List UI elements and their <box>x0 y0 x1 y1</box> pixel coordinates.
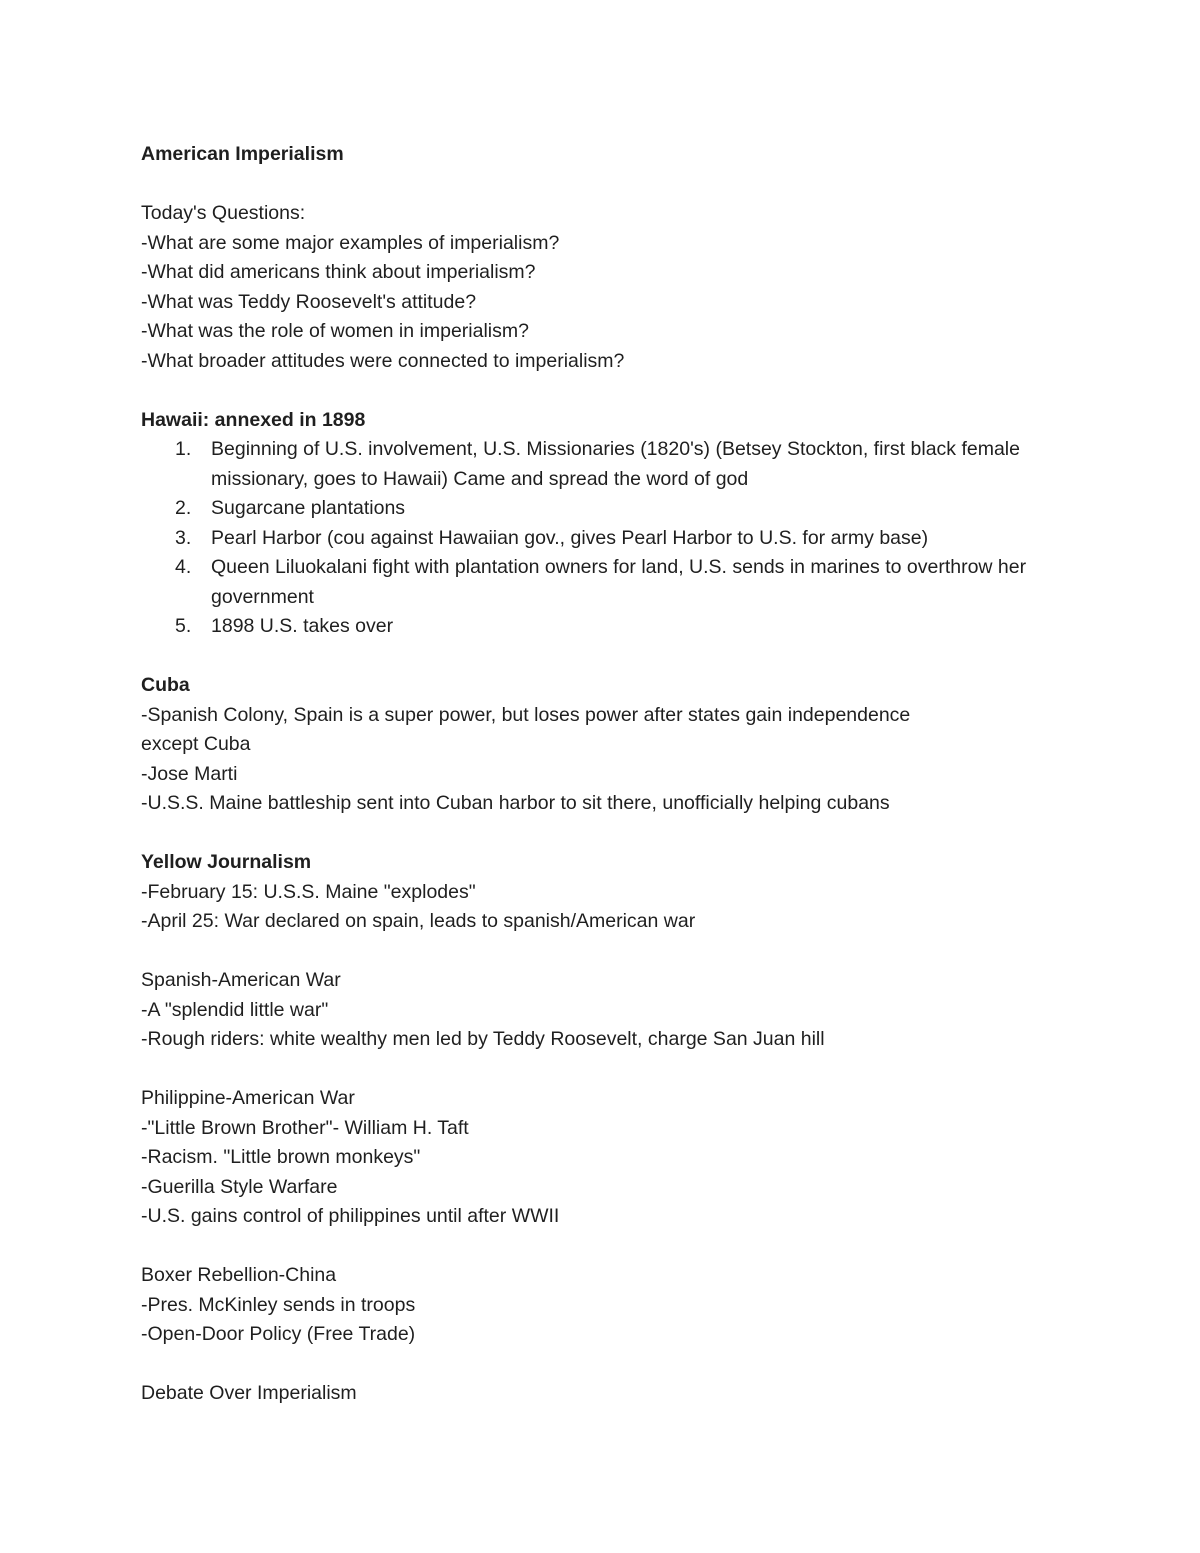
list-item-number: 4. <box>175 556 192 578</box>
spanish-american-war-heading: Spanish-American War <box>141 969 341 991</box>
hawaii-heading: Hawaii: annexed in 1898 <box>141 408 366 431</box>
questions-heading: Today's Questions: <box>141 202 306 224</box>
boxer-rebellion-line: -Pres. McKinley sends in troops <box>141 1293 416 1316</box>
spacer <box>141 642 1061 672</box>
boxer-rebellion-heading: Boxer Rebellion-China <box>141 1264 337 1286</box>
philippine-american-war-line: -"Little Brown Brother"- William H. Taft <box>141 1116 469 1139</box>
list-item-text: 1898 U.S. takes over <box>211 615 394 637</box>
question-item: -What was the role of women in imperialism? <box>141 320 529 342</box>
cuba-line: -Jose Marti <box>141 762 238 785</box>
cuba-line: -U.S.S. Maine battleship sent into Cuban harbor to sit there, unofficially helping cubans <box>141 792 890 814</box>
list-item <box>141 553 1061 612</box>
list-item-text: Pearl Harbor (cou against Hawaiian gov., gives Pearl Harbor to U.S. for army base) <box>211 526 929 549</box>
yellow-journalism-line: -April 25: War declared on spain, leads to spanish/American war <box>141 910 696 932</box>
hawaii-list <box>141 435 1061 642</box>
list-item-text: Sugarcane plantations <box>211 497 406 519</box>
yellow-journalism-heading: Yellow Journalism <box>141 851 312 873</box>
list-item <box>141 612 1061 642</box>
list-item-number: 1. <box>175 438 192 460</box>
spacer <box>141 1350 1061 1380</box>
question-item: -What did americans think about imperialism? <box>141 261 536 283</box>
philippine-american-war-line: -Racism. "Little brown monkeys" <box>141 1146 421 1168</box>
spacer <box>141 170 1061 200</box>
list-item <box>141 494 1061 524</box>
spanish-american-war-line: -A "splendid little war" <box>141 998 329 1021</box>
list-item-number: 5. <box>175 615 192 637</box>
philippine-american-war-line: -Guerilla Style Warfare <box>141 1175 338 1198</box>
cuba-line: -Spanish Colony, Spain is a super power, but loses power after states gain independence <box>141 703 911 726</box>
philippine-american-war-heading: Philippine-American War <box>141 1087 355 1109</box>
spacer <box>141 937 1061 967</box>
philippine-american-war-line: -U.S. gains control of philippines until after WWII <box>141 1205 560 1227</box>
yellow-journalism-line: -February 15: U.S.S. Maine "explodes" <box>141 880 476 903</box>
list-item-text: Beginning of U.S. involvement, U.S. Missionaries (1820's) (Betsey Stockton, first black female missionary, goes to Hawaii) Came and spread the word of god <box>211 438 1020 490</box>
list-item-number: 3. <box>175 526 192 549</box>
list-item <box>141 524 1061 554</box>
question-item: -What was Teddy Roosevelt's attitude? <box>141 290 477 313</box>
document-title: American Imperialism <box>141 143 344 165</box>
question-item: -What are some major examples of imperialism? <box>141 231 560 254</box>
cuba-line: except Cuba <box>141 733 251 755</box>
cuba-heading: Cuba <box>141 674 190 696</box>
debate-heading: Debate Over Imperialism <box>141 1382 357 1404</box>
spacer <box>141 1055 1061 1085</box>
question-item: -What broader attitudes were connected to imperialism? <box>141 349 625 372</box>
spanish-american-war-line: -Rough riders: white wealthy men led by Teddy Roosevelt, charge San Juan hill <box>141 1028 825 1050</box>
boxer-rebellion-line: -Open-Door Policy (Free Trade) <box>141 1323 416 1345</box>
spacer <box>141 376 1061 406</box>
list-item <box>141 435 1061 494</box>
document-page <box>141 140 1061 1409</box>
list-item-number: 2. <box>175 497 192 519</box>
spacer <box>141 819 1061 849</box>
spacer <box>141 1232 1061 1262</box>
list-item-text: Queen Liluokalani fight with plantation owners for land, U.S. sends in marines to overthrow her government <box>211 556 1027 608</box>
